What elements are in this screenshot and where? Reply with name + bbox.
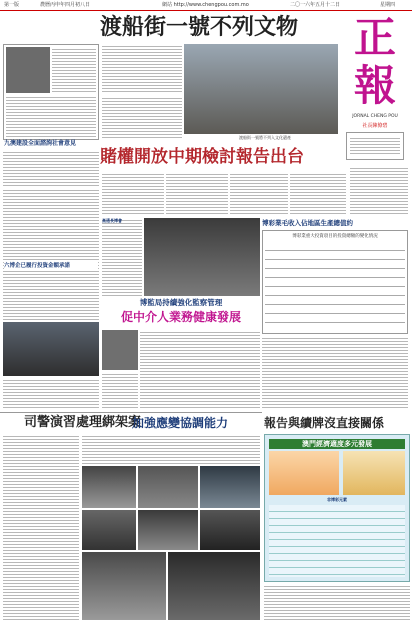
page-number: 第一版 (4, 2, 20, 8)
official-portrait-photo (3, 322, 99, 376)
diversification-infographic (264, 434, 410, 582)
police-photo-4 (82, 510, 136, 550)
police-headline-band (0, 412, 262, 432)
ferry-article-text-2 (102, 96, 182, 140)
ferry-building-photo (184, 44, 338, 134)
weekday: 星期四 (380, 2, 396, 8)
headline-six-items: 六博企已履行投資金額承諾 (4, 262, 98, 270)
contact-text (350, 136, 400, 156)
headline-gaming-review: 賭權開放中期檢討報告出台 (100, 147, 304, 167)
report-text (264, 584, 410, 620)
lunar-date: 農曆丙申年四月初八日 (40, 2, 91, 8)
headline-ferry: 渡船街一號不列文物 (100, 14, 299, 40)
left-column-text (3, 188, 99, 320)
infographic-buildings (269, 451, 339, 495)
english-name: JORNAL CHENG POU (352, 114, 398, 119)
ferry-photo-caption: 渡船街一號將不列入文化遺產 (239, 135, 291, 140)
infographic-subtitle: 非博彩元素 (327, 497, 347, 502)
website: 網站 http://www.chengpou.com.mo (162, 2, 249, 8)
right-column-text (350, 166, 408, 216)
infographic-title: 澳門經濟適度多元發展 (269, 439, 405, 449)
police-text-left (3, 434, 79, 620)
supervision-headline: 促中介人業務健康發展 (120, 310, 241, 324)
publisher: 社長陳僚碧 (362, 123, 388, 129)
masthead-logo-block (342, 14, 408, 164)
supervision-portrait-photo (102, 330, 138, 370)
police-headline: 司警演習處理綁架案 (24, 415, 142, 430)
table-notes-text (262, 336, 408, 410)
review-text-2 (166, 172, 228, 216)
police-photo-8 (168, 552, 260, 620)
headline-jiu-yang: 九澳建設全面諮詢社會意見 (4, 140, 77, 147)
investment-table-title: 博彩業重大投資項目的投資總額的變化情況 (292, 234, 378, 239)
police-photo-5 (138, 510, 198, 550)
police-subheadline: 加強應變協調能力 (132, 416, 229, 430)
ferry-lede-text (52, 47, 96, 93)
supervision-headline-box (102, 298, 260, 328)
paper-name-logo: 正報 (353, 13, 396, 110)
infographic-list (269, 505, 405, 577)
supervision-kicker: 博監局持續強化監察管理 (139, 298, 223, 307)
jiu-yang-text (3, 150, 99, 186)
supervision-text-2 (102, 372, 138, 410)
police-photo-1 (82, 466, 136, 508)
infographic-city (343, 451, 405, 495)
left-lower-text (3, 378, 99, 410)
review-text-4 (290, 172, 346, 216)
police-text-top (82, 434, 260, 464)
issue-date: 二〇一六年五月十二日 (290, 2, 341, 8)
review-text-1 (102, 172, 164, 216)
press-conf-text (102, 218, 142, 298)
report-unrelated-headline: 報告與續牌沒直接關係 (264, 416, 385, 430)
ferry-body-text (6, 95, 96, 137)
masthead-bar (0, 0, 412, 11)
police-photo-3 (200, 466, 260, 508)
review-text-3 (230, 172, 288, 216)
police-photo-6 (200, 510, 260, 550)
ferry-portrait-photo (6, 47, 50, 93)
press-conf-subhead: 高通長博會 (102, 218, 122, 223)
police-photo-2 (138, 466, 198, 508)
investment-table-grid (265, 242, 405, 330)
headline-deposit: 博彩業毛收入佔地區生產總值約 (262, 219, 353, 227)
police-photo-7 (82, 552, 166, 620)
investment-table (262, 230, 408, 334)
ferry-lede-box (3, 44, 99, 140)
press-conference-photo (144, 218, 260, 296)
supervision-text (140, 330, 260, 410)
contact-box (346, 132, 404, 160)
ferry-article-text (102, 44, 182, 94)
